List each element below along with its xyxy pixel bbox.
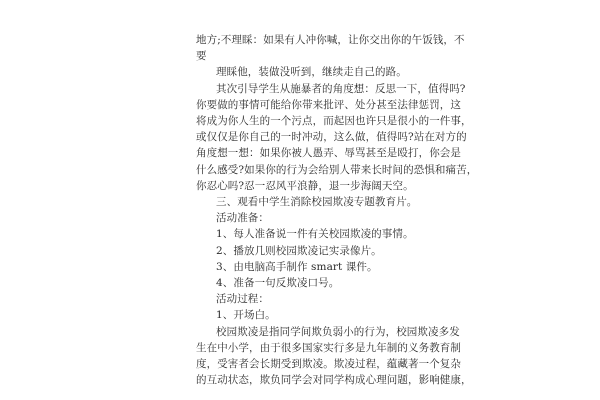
text-line: 将成为你人生的一个污点，而起因也许只是很小的一件事， [196,115,472,127]
list-item: 4、准备一句反欺凌口号。 [216,277,340,289]
text-line: 的互动状态，欺负同学会对同学构成心理问题，影响健康， [196,374,472,387]
text-line: 校园欺凌是指同学间欺负弱小的行为，校园欺凌多发 [216,325,460,338]
text-line: 活动过程： [216,293,269,306]
text-line: 生在中小学，由于很多国家实行多是九年制的义务教育制 [196,341,461,354]
text-line: 度，受害者会长期受到欺凌。欺凌过程，蕴藏著一个复杂 [196,358,461,370]
section-heading: 三、观看中学生消除校园欺凌专题教育片。 [216,196,418,208]
text-line: 其次引导学生从施暴者的角度想：反思一下，值得吗? [216,82,466,95]
list-item: 2、播放几则校园欺凌记实录像片。 [216,244,382,257]
text-line: 你要做的事情可能给你带来批评、处分甚至法律惩罚，这 [196,98,461,111]
text-line: 地方;不理睬：如果有人冲你喊，让你交出你的午饭钱，不 [196,34,465,46]
text-line: 什么感受?如果你的行为会给别人带来长时间的恐惧和痛苦， [196,163,478,176]
text-line: 你忍心吗?忍一忍风平浪静，退一步海阔天空。 [196,179,414,192]
list-item: 3、由电脑高手制作 smart 课件。 [216,260,378,273]
text-line: 角度想一想：如果你被人愚弄、辱骂甚至是殴打，你会是 [196,147,461,160]
text-line: 或仅仅是你自己的一时冲动，这么做，值得吗?站在对方的 [196,131,467,144]
text-line: 活动准备： [216,212,269,225]
text-line: 理睬他，装做没听到，继续走自己的路。 [216,66,407,79]
text-line: 要 [196,50,207,63]
list-item: 1、开场白。 [216,309,276,322]
list-item: 1、每人准备说一件有关校园欺凌的事情。 [216,228,414,241]
